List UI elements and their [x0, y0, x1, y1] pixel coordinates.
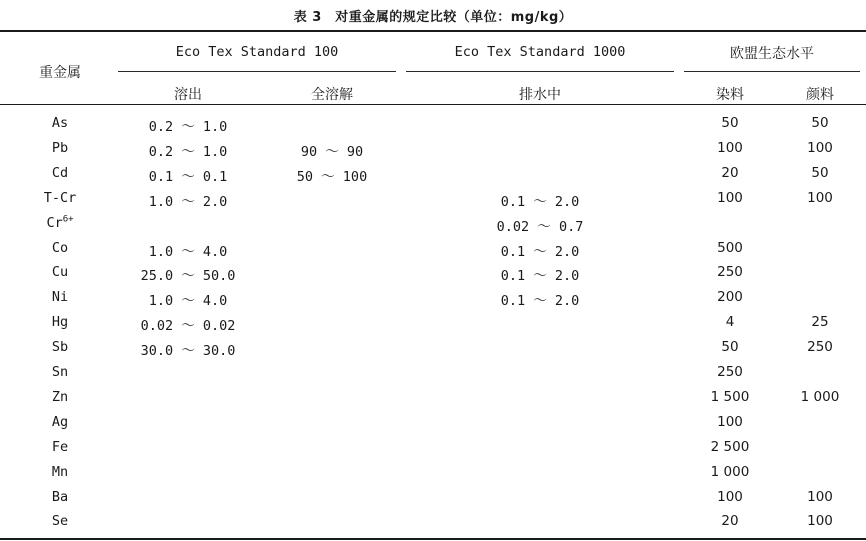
cell-metal-text: Cr	[46, 214, 63, 231]
cell-metal-text: Se	[51, 513, 69, 530]
cell-pigment	[780, 314, 860, 330]
cell-metal	[20, 165, 100, 181]
cell-dissolved	[130, 190, 246, 210]
cell-dissolved-text: 0.02 ～ 0.02	[140, 318, 236, 335]
cell-metal-text: Ag	[51, 413, 69, 430]
cell-pigment	[780, 190, 860, 206]
cell-dissolved	[130, 165, 246, 185]
cell-pigment	[780, 165, 860, 181]
cell-dissolved-text: 30.0 ～ 30.0	[140, 343, 236, 360]
cell-dye	[690, 140, 770, 156]
cell-metal-superscript: 6+	[62, 214, 74, 225]
cell-pigment-text: 50	[811, 164, 829, 181]
cell-metal	[20, 389, 100, 405]
cell-pigment	[780, 339, 860, 355]
cell-dye	[690, 513, 770, 529]
cell-dye	[690, 414, 770, 430]
cell-metal-text: Ba	[51, 488, 69, 505]
cell-discharge-text: 0.02 ～ 0.7	[496, 218, 584, 235]
cell-metal-text: Co	[51, 239, 69, 256]
cell-pigment-text: 25	[811, 314, 829, 331]
cell-metal	[20, 513, 100, 529]
cell-dissolved	[130, 314, 246, 334]
table-caption: 表 3 对重金属的规定比较（单位：mg/kg）	[293, 10, 573, 25]
header-eco100: Eco Tex Standard 100	[175, 44, 339, 60]
table-header-rule	[0, 104, 866, 105]
cell-dye-text: 100	[717, 488, 743, 505]
cell-dye-text: 500	[717, 239, 743, 256]
cell-total	[272, 140, 392, 160]
cell-metal-text: Sb	[51, 339, 69, 356]
cell-pigment-text: 100	[807, 513, 833, 530]
cell-dye-text: 1 000	[710, 463, 750, 480]
cell-dissolved-text: 1.0 ～ 2.0	[148, 193, 228, 210]
cell-pigment-text: 100	[807, 189, 833, 206]
cell-total-text: 90 ～ 90	[300, 143, 364, 160]
cell-discharge	[470, 190, 610, 210]
cell-pigment-text: 1 000	[800, 388, 840, 405]
subheader-dissolved: 溶出	[174, 87, 202, 103]
cell-metal	[20, 489, 100, 505]
cell-discharge	[470, 289, 610, 309]
cell-metal-text: Pb	[51, 139, 69, 156]
cell-dissolved-text: 1.0 ～ 4.0	[148, 243, 228, 260]
cell-metal	[20, 439, 100, 455]
cell-total	[272, 165, 392, 185]
cell-dye	[690, 439, 770, 455]
cell-dissolved	[130, 339, 246, 359]
cell-pigment-text: 100	[807, 488, 833, 505]
cell-dye	[690, 314, 770, 330]
cell-pigment	[780, 389, 860, 405]
eco1000-group-rule	[406, 71, 674, 72]
cell-metal-text: Hg	[51, 314, 69, 331]
cell-metal	[20, 364, 100, 380]
cell-dye	[690, 389, 770, 405]
cell-dye-text: 20	[721, 513, 739, 530]
cell-dye	[690, 264, 770, 280]
cell-dye-text: 100	[717, 189, 743, 206]
cell-metal-text: Zn	[51, 388, 69, 405]
cell-discharge-text: 0.1 ～ 2.0	[500, 193, 580, 210]
cell-dye	[690, 464, 770, 480]
cell-metal-text: Sn	[51, 364, 69, 380]
cell-dissolved	[130, 264, 246, 284]
table-top-rule	[0, 30, 866, 32]
subheader-dye: 染料	[716, 87, 744, 103]
subheader-total: 全溶解	[311, 87, 353, 103]
cell-dye-text: 100	[717, 139, 743, 156]
cell-dissolved-text: 0.2 ～ 1.0	[148, 143, 228, 160]
eco100-group-rule	[118, 71, 396, 72]
cell-dissolved	[130, 240, 246, 260]
cell-metal-text: Fe	[51, 438, 69, 455]
cell-dye-text: 20	[721, 164, 739, 181]
subheader-pigment: 颜料	[806, 87, 834, 103]
cell-dye-text: 250	[717, 264, 743, 281]
cell-metal-text: Cd	[51, 164, 69, 181]
cell-dye	[690, 489, 770, 505]
cell-dye-text: 50	[721, 115, 739, 131]
subheader-discharge: 排水中	[519, 87, 561, 103]
cell-dye-text: 100	[717, 413, 743, 430]
cell-metal-text: Mn	[51, 463, 69, 480]
cell-dissolved-text: 25.0 ～ 50.0	[140, 268, 236, 285]
cell-metal	[20, 289, 100, 305]
cell-discharge-text: 0.1 ～ 2.0	[500, 243, 580, 260]
cell-metal	[20, 115, 100, 131]
cell-metal	[20, 215, 100, 231]
header-eu-eco: 欧盟生态水平	[730, 46, 814, 62]
table-bottom-rule	[0, 538, 866, 540]
cell-discharge	[470, 215, 610, 235]
cell-metal-text: Ni	[51, 289, 69, 306]
cell-discharge	[470, 264, 610, 284]
cell-dye	[690, 115, 770, 131]
cell-metal-text: Cu	[51, 264, 69, 281]
cell-metal-text: T-Cr	[43, 189, 77, 206]
cell-dissolved-text: 0.2 ～ 1.0	[148, 119, 228, 135]
cell-metal	[20, 339, 100, 355]
cell-dye	[690, 289, 770, 305]
cell-metal	[20, 240, 100, 256]
cell-dye-text: 2 500	[710, 438, 750, 455]
cell-discharge-text: 0.1 ～ 2.0	[500, 268, 580, 285]
cell-dye-text: 200	[717, 289, 743, 306]
cell-dye-text: 4	[725, 314, 735, 331]
cell-dye-text: 50	[721, 339, 739, 356]
cell-metal-text: As	[51, 115, 69, 131]
cell-metal	[20, 414, 100, 430]
cell-pigment-text: 250	[807, 339, 833, 356]
cell-dissolved	[130, 289, 246, 309]
eu-group-rule	[684, 71, 860, 72]
cell-pigment	[780, 115, 860, 131]
cell-metal	[20, 314, 100, 330]
cell-dye-text: 1 500	[710, 388, 750, 405]
cell-dye-text: 250	[717, 364, 743, 380]
cell-dye	[690, 240, 770, 256]
header-metal: 重金属	[39, 65, 81, 81]
cell-discharge	[470, 240, 610, 260]
cell-metal	[20, 140, 100, 156]
cell-pigment	[780, 140, 860, 156]
cell-metal	[20, 190, 100, 206]
cell-dissolved-text: 0.1 ～ 0.1	[148, 168, 228, 185]
cell-discharge-text: 0.1 ～ 2.0	[500, 293, 580, 310]
cell-pigment-text: 100	[807, 139, 833, 156]
cell-pigment	[780, 513, 860, 529]
cell-dye	[690, 190, 770, 206]
cell-pigment-text: 50	[811, 115, 829, 131]
cell-dye	[690, 339, 770, 355]
header-eco1000: Eco Tex Standard 1000	[454, 44, 626, 60]
cell-dissolved	[130, 115, 246, 135]
cell-metal	[20, 464, 100, 480]
cell-dye	[690, 364, 770, 380]
cell-total-text: 50 ～ 100	[296, 168, 368, 185]
cell-dissolved	[130, 140, 246, 160]
cell-metal	[20, 264, 100, 280]
cell-dissolved-text: 1.0 ～ 4.0	[148, 293, 228, 310]
cell-pigment	[780, 489, 860, 505]
cell-dye	[690, 165, 770, 181]
